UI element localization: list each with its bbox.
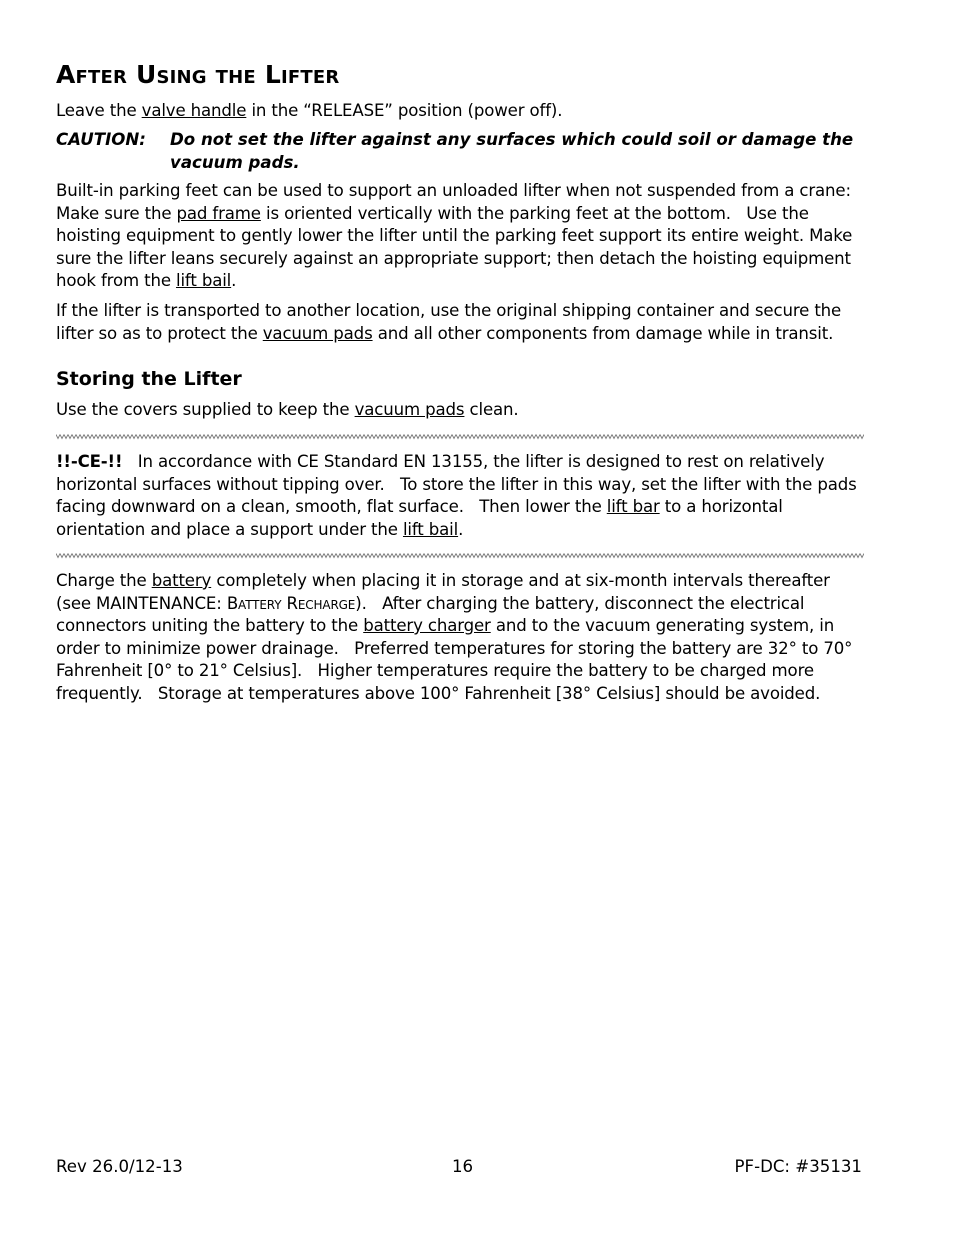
link-valve-handle: valve handle <box>141 101 247 120</box>
link-battery-charger: battery charger <box>363 616 491 635</box>
text: Charge the <box>56 571 152 590</box>
footer-document-id: PF-DC: #35131 <box>734 1157 862 1176</box>
text: If the lifter is transported to another location, use the original shipping container and secure the lifter so as to protect the <box>56 301 842 343</box>
ce-label: !!-CE-!! <box>56 452 123 471</box>
section-heading: After Using the Lifter <box>56 60 340 89</box>
text: . <box>458 519 464 539</box>
text: and to the vacuum generating system, in order to minimize power drainage. Preferred temperatures for storing the battery are 32° to 70° Fahrenheit [0° to 21° Celsius]. Higher temperatures require the battery to be charged more frequently. Storage at temperatures above 100° Fahrenheit [38° Celsius] should be avoided. <box>56 616 853 703</box>
link-vacuum-pads: vacuum pads <box>262 323 373 343</box>
caution-note <box>56 129 868 174</box>
text: in the “RELEASE” position (power off). <box>246 101 563 120</box>
text: to a horizontal orientation and place a support under the <box>56 497 783 539</box>
text: Use the covers supplied to keep the <box>56 400 355 419</box>
ce-divider-bottom <box>56 552 864 559</box>
link-lift-bar: lift bar <box>606 497 660 516</box>
link-lift-bail: lift bail <box>176 271 232 290</box>
text: . <box>231 271 237 290</box>
paragraph-battery-storage <box>56 570 868 705</box>
link-battery: battery <box>151 571 212 590</box>
caution-label: CAUTION: <box>56 130 146 149</box>
link-vacuum-pads: vacuum pads <box>354 400 465 419</box>
link-lift-bail: lift bail <box>402 519 459 539</box>
link-pad-frame: pad frame <box>176 203 261 223</box>
paragraph-covers <box>56 399 868 422</box>
paragraph-ce-notice <box>56 451 868 541</box>
paragraph-parking-feet <box>56 180 868 293</box>
text: In accordance with CE Standard EN 13155, the lifter is designed to rest on relatively horizontal surfaces without tipping over. To store the lifter in this way, set the lifter with the pads facing downward on a clean, smooth, flat surface. Then lower the <box>56 452 857 516</box>
text: Leave the <box>56 101 142 120</box>
text: and all other components from damage while in transit. <box>372 323 834 343</box>
footer-page-number: 16 <box>452 1157 474 1176</box>
subheading-storing: Storing the Lifter <box>56 368 242 390</box>
text: clean. <box>464 400 519 419</box>
text: is oriented vertically with the parking feet at the bottom. Use the hoisting equipment to gently lower the lifter until the parking feet support its entire weight. Make sure the lifter leans securely against an appropriate support; then detach the hoisting equipment hook from the <box>56 203 853 290</box>
caution-text: Do not set the lifter against any surfaces which could soil or damage the vacuum pads. <box>170 130 854 172</box>
text: ). After charging the battery, disconnect the electrical connectors uniting the battery to the <box>56 593 805 635</box>
paragraph-valve-handle <box>56 100 868 123</box>
text: completely when placing it in storage and at six-month intervals thereafter (see MAINTENANCE: <box>56 571 830 613</box>
text: Built-in parking feet can be used to support an unloaded lifter when not suspended from a crane: Make sure the <box>56 181 851 223</box>
battery-recharge-ref: Battery Recharge <box>226 593 356 613</box>
paragraph-transport <box>56 300 868 345</box>
ce-divider-top <box>56 433 864 440</box>
footer-revision: Rev 26.0/12-13 <box>56 1157 183 1176</box>
